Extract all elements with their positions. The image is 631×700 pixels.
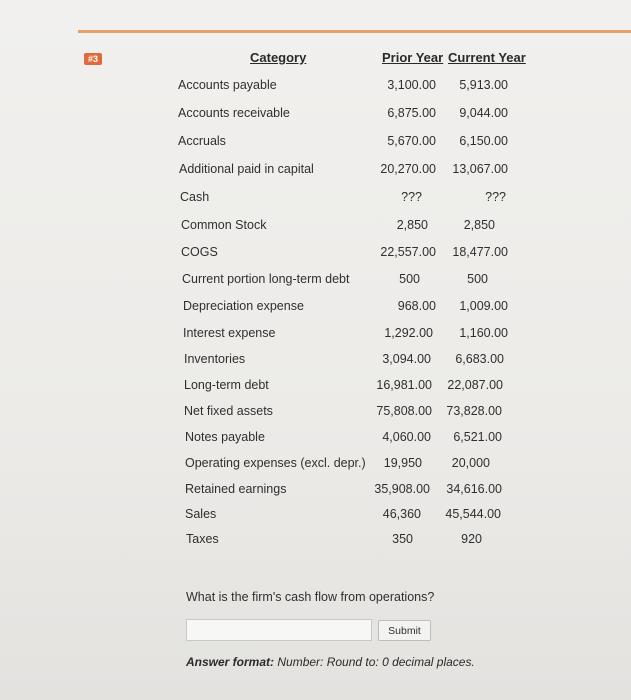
row-prior-year-value: 350 — [392, 532, 413, 546]
row-prior-year-value: 2,850 — [396, 218, 428, 232]
question-text: What is the firm's cash flow from operations? — [186, 590, 435, 604]
row-category: Interest expense — [183, 326, 276, 340]
row-current-year-value: 20,000 — [451, 456, 490, 470]
submit-button[interactable]: Submit — [378, 620, 431, 641]
row-current-year-value: 73,828.00 — [446, 404, 502, 418]
row-current-year-value: 6,521.00 — [453, 430, 502, 444]
row-current-year-value: 6,150.00 — [459, 134, 508, 148]
row-category: Inventories — [184, 352, 246, 366]
row-category: Taxes — [186, 532, 219, 546]
row-current-year-value: ??? — [485, 190, 506, 204]
row-current-year-value: 34,616.00 — [446, 482, 502, 496]
row-category: Notes payable — [185, 430, 265, 444]
row-prior-year-value: 46,360 — [382, 507, 421, 521]
row-current-year-value: 13,067.00 — [452, 162, 508, 176]
row-category: Current portion long-term debt — [182, 272, 350, 286]
row-prior-year-value: 500 — [399, 272, 420, 286]
row-prior-year-value: 5,670.00 — [387, 134, 436, 148]
row-category: Cash — [180, 190, 210, 204]
row-current-year-value: 18,477.00 — [452, 245, 508, 259]
answer-format-text: Number: Round to: 0 decimal places. — [277, 655, 475, 669]
row-category: Sales — [185, 507, 217, 521]
row-prior-year-value: 1,292.00 — [384, 326, 433, 340]
row-category: Accounts payable — [178, 78, 277, 92]
row-prior-year-value: 16,981.00 — [376, 378, 432, 392]
row-current-year-value: 2,850 — [463, 218, 495, 232]
row-current-year-value: 1,009.00 — [459, 299, 508, 313]
row-current-year-value: 1,160.00 — [459, 326, 508, 340]
row-current-year-value: 500 — [467, 272, 488, 286]
row-prior-year-value: 4,060.00 — [382, 430, 431, 444]
row-prior-year-value: 3,094.00 — [382, 352, 431, 366]
row-current-year-value: 9,044.00 — [459, 106, 508, 120]
row-current-year-value: 920 — [461, 532, 482, 546]
row-prior-year-value: 6,875.00 — [387, 106, 436, 120]
row-prior-year-value: 35,908.00 — [374, 482, 430, 496]
row-category: COGS — [181, 245, 218, 259]
row-prior-year-value: 20,270.00 — [380, 162, 436, 176]
row-category: Long-term debt — [184, 378, 269, 392]
row-current-year-value: 22,087.00 — [447, 378, 503, 392]
row-prior-year-value: 22,557.00 — [380, 245, 436, 259]
row-current-year-value: 45,544.00 — [445, 507, 501, 521]
row-category: Retained earnings — [185, 482, 287, 496]
row-prior-year-value: ??? — [401, 190, 422, 204]
answer-format-label: Answer format: — [186, 655, 275, 669]
answer-input[interactable] — [186, 619, 372, 641]
row-current-year-value: 5,913.00 — [459, 78, 508, 92]
row-category: Additional paid in capital — [179, 162, 314, 176]
row-category: Operating expenses (excl. depr.) — [185, 456, 366, 470]
row-category: Net fixed assets — [184, 404, 273, 418]
row-category: Common Stock — [181, 218, 267, 232]
row-category: Depreciation expense — [183, 299, 304, 313]
header-current-year: Current Year — [448, 50, 526, 65]
header-category: Category — [250, 50, 307, 65]
row-prior-year-value: 3,100.00 — [387, 78, 436, 92]
header-prior-year: Prior Year — [382, 50, 444, 65]
row-category: Accruals — [178, 134, 226, 148]
row-current-year-value: 6,683.00 — [455, 352, 504, 366]
question-number-badge: #3 — [84, 53, 102, 65]
top-divider — [78, 30, 631, 33]
row-prior-year-value: 19,950 — [383, 456, 422, 470]
row-prior-year-value: 75,808.00 — [376, 404, 432, 418]
row-category: Accounts receivable — [178, 106, 290, 120]
row-prior-year-value: 968.00 — [397, 299, 436, 313]
answer-format — [186, 655, 475, 669]
